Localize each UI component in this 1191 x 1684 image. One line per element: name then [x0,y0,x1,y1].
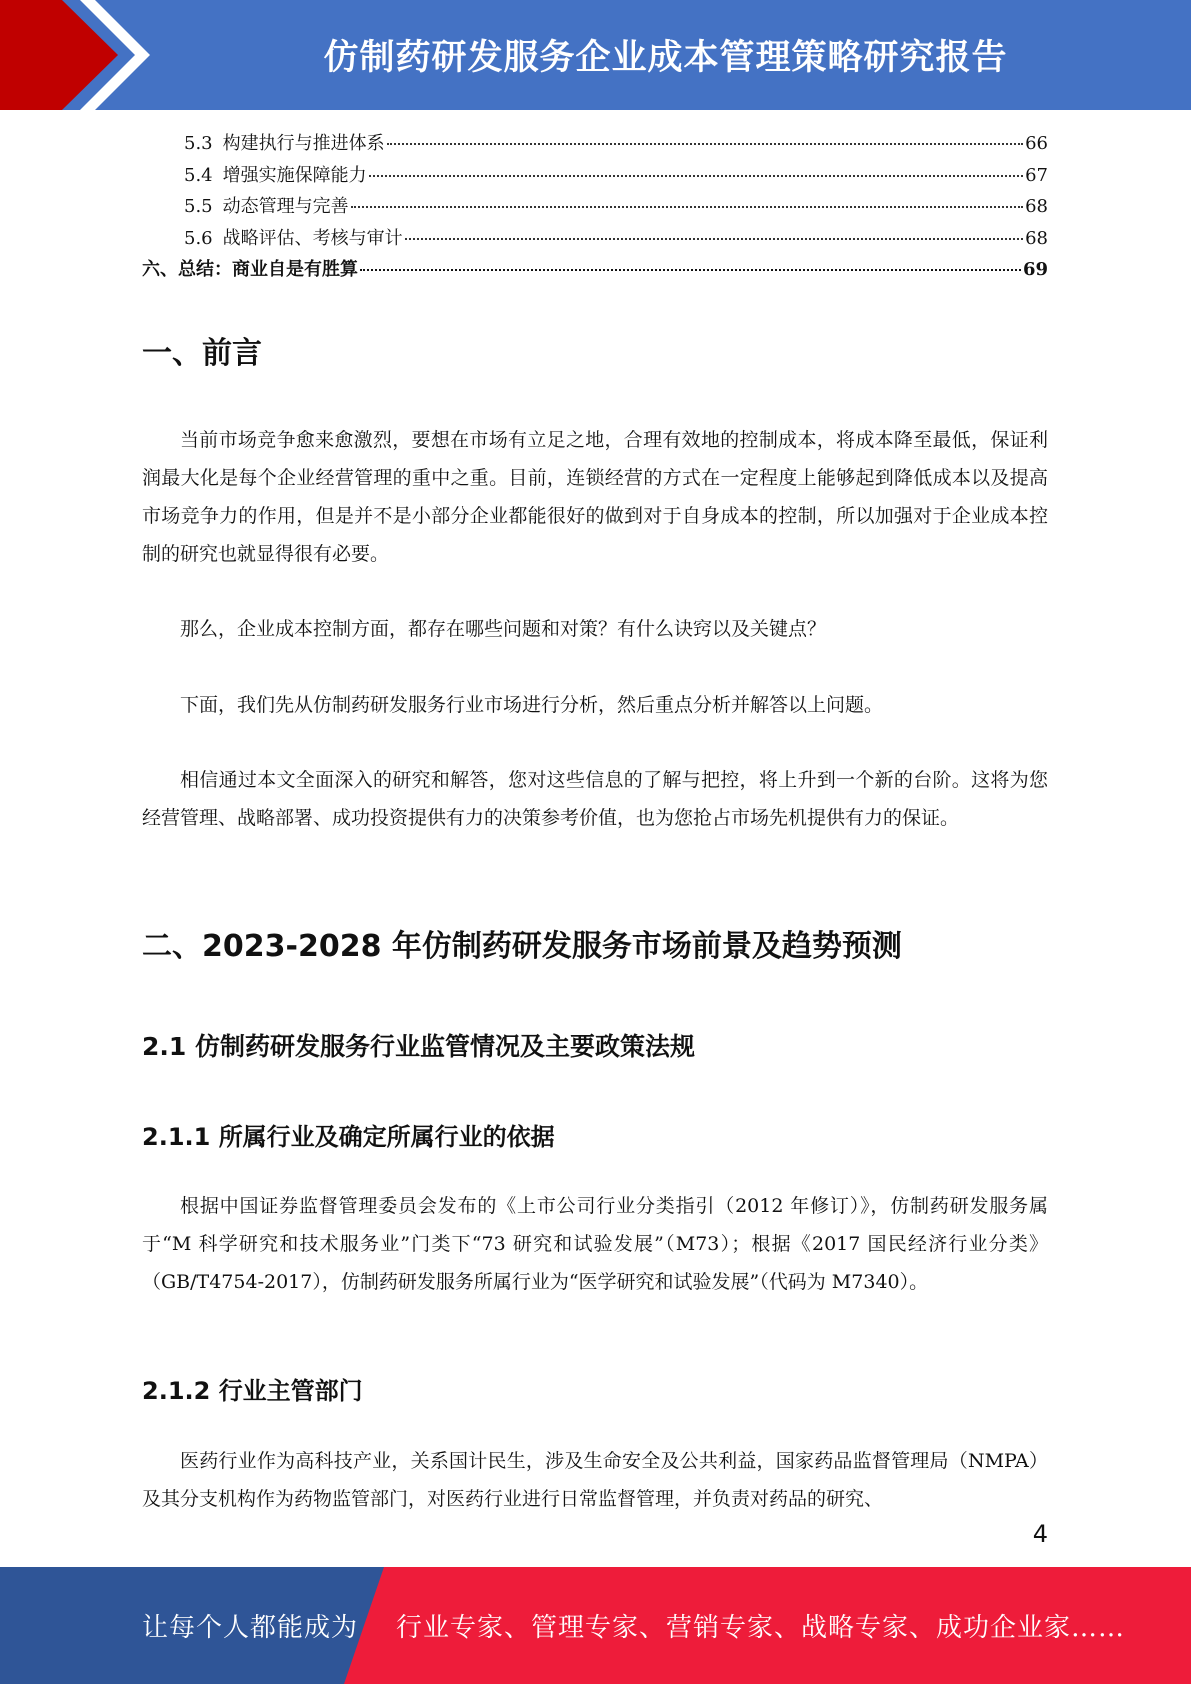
toc-entry-main[interactable] [142,255,1048,287]
toc-leader [360,269,1021,271]
toc-entry[interactable] [142,224,1048,256]
footer-slogan-right: 行业专家、管理专家、营销专家、战略专家、成功企业家…… [396,1613,1126,1643]
toc-text: 构建执行与推进体系 [222,133,385,154]
toc-number: 5.4 [184,164,213,186]
toc-number: 5.3 [184,133,213,154]
toc-text: 战略评估、考核与审计 [222,227,403,249]
toc-leader [369,175,1023,177]
toc-text: 增强实施保障能力 [222,164,367,186]
report-title: 仿制药研发服务企业成本管理策略研究报告 [323,38,1008,78]
toc-page: 68 [1025,227,1048,249]
paragraph: 相信通过本文全面深入的研究和解答，您对这些信息的了解与把控，将上升到一个新的台阶。这将为您经营管理、战略部署、成功投资提供有力的决策参考价值，也为您抢占市场先机提供有力的保证。 [142,769,1048,829]
page-footer [0,1567,1191,1684]
toc-leader [387,143,1023,145]
toc-number: 5.5 [184,196,213,217]
paragraph: 下面，我们先从仿制药研发服务行业市场进行分析，然后重点分析并解答以上问题。 [180,694,884,716]
subsection-heading: 2.1.1 所属行业及确定所属行业的依据 [142,1123,555,1151]
toc-text: 六、总结：商业自是有胜算 [142,259,358,280]
toc-number: 5.6 [184,227,213,249]
toc-page: 68 [1025,196,1048,217]
table-of-contents [142,129,1048,287]
toc-entry[interactable] [142,129,1048,161]
page-number: 4 [1032,1520,1048,1548]
toc-leader [351,206,1023,208]
page-header [0,0,1191,110]
subsection-heading: 2.1.2 行业主管部门 [142,1377,363,1405]
toc-page: 69 [1022,259,1048,280]
paragraph: 根据中国证券监督管理委员会发布的《上市公司行业分类指引（2012 年修订）》，仿制药研发服务属于“M 科学研究和技术服务业”门类下“73 研究和试验发展”（M73）；根据《2017 国民经济行业分类》（GB/T4754-2017），仿制药研发服务所属行业为“医学研究和试验发展”（代码为 M7340）。 [142,1195,1048,1293]
toc-entry[interactable] [142,161,1048,193]
toc-entry[interactable] [142,192,1048,224]
paragraph: 当前市场竞争愈来愈激烈，要想在市场有立足之地，合理有效地的控制成本，将成本降至最低，保证利润最大化是每个企业经营管理的重中之重。目前，连锁经营的方式在一定程度上能够起到降低成本以及提高市场竞争力的作用，但是并不是小部分企业都能很好的做到对于自身成本的控制，所以加强对于企业成本控制的研究也就显得很有必要。 [142,429,1048,565]
footer-slogan-left: 让每个人都能成为 [142,1613,359,1643]
toc-leader [405,238,1023,240]
paragraph: 医药行业作为高科技产业，关系国计民生，涉及生命安全及公共利益，国家药品监督管理局（NMPA）及其分支机构作为药物监管部门，对医药行业进行日常监督管理，并负责对药品的研究、 [142,1450,1048,1510]
toc-page: 66 [1025,133,1048,154]
subsection-heading: 2.1 仿制药研发服务行业监管情况及主要政策法规 [142,1032,695,1061]
section-heading-preface: 一、前言 [142,336,262,371]
paragraph: 那么，企业成本控制方面，都存在哪些问题和对策？有什么诀窍以及关键点？ [180,618,827,640]
toc-text: 动态管理与完善 [222,196,349,217]
toc-page: 67 [1025,164,1048,186]
section-heading-forecast: 二、2023-2028 年仿制药研发服务市场前景及趋势预测 [142,929,902,964]
